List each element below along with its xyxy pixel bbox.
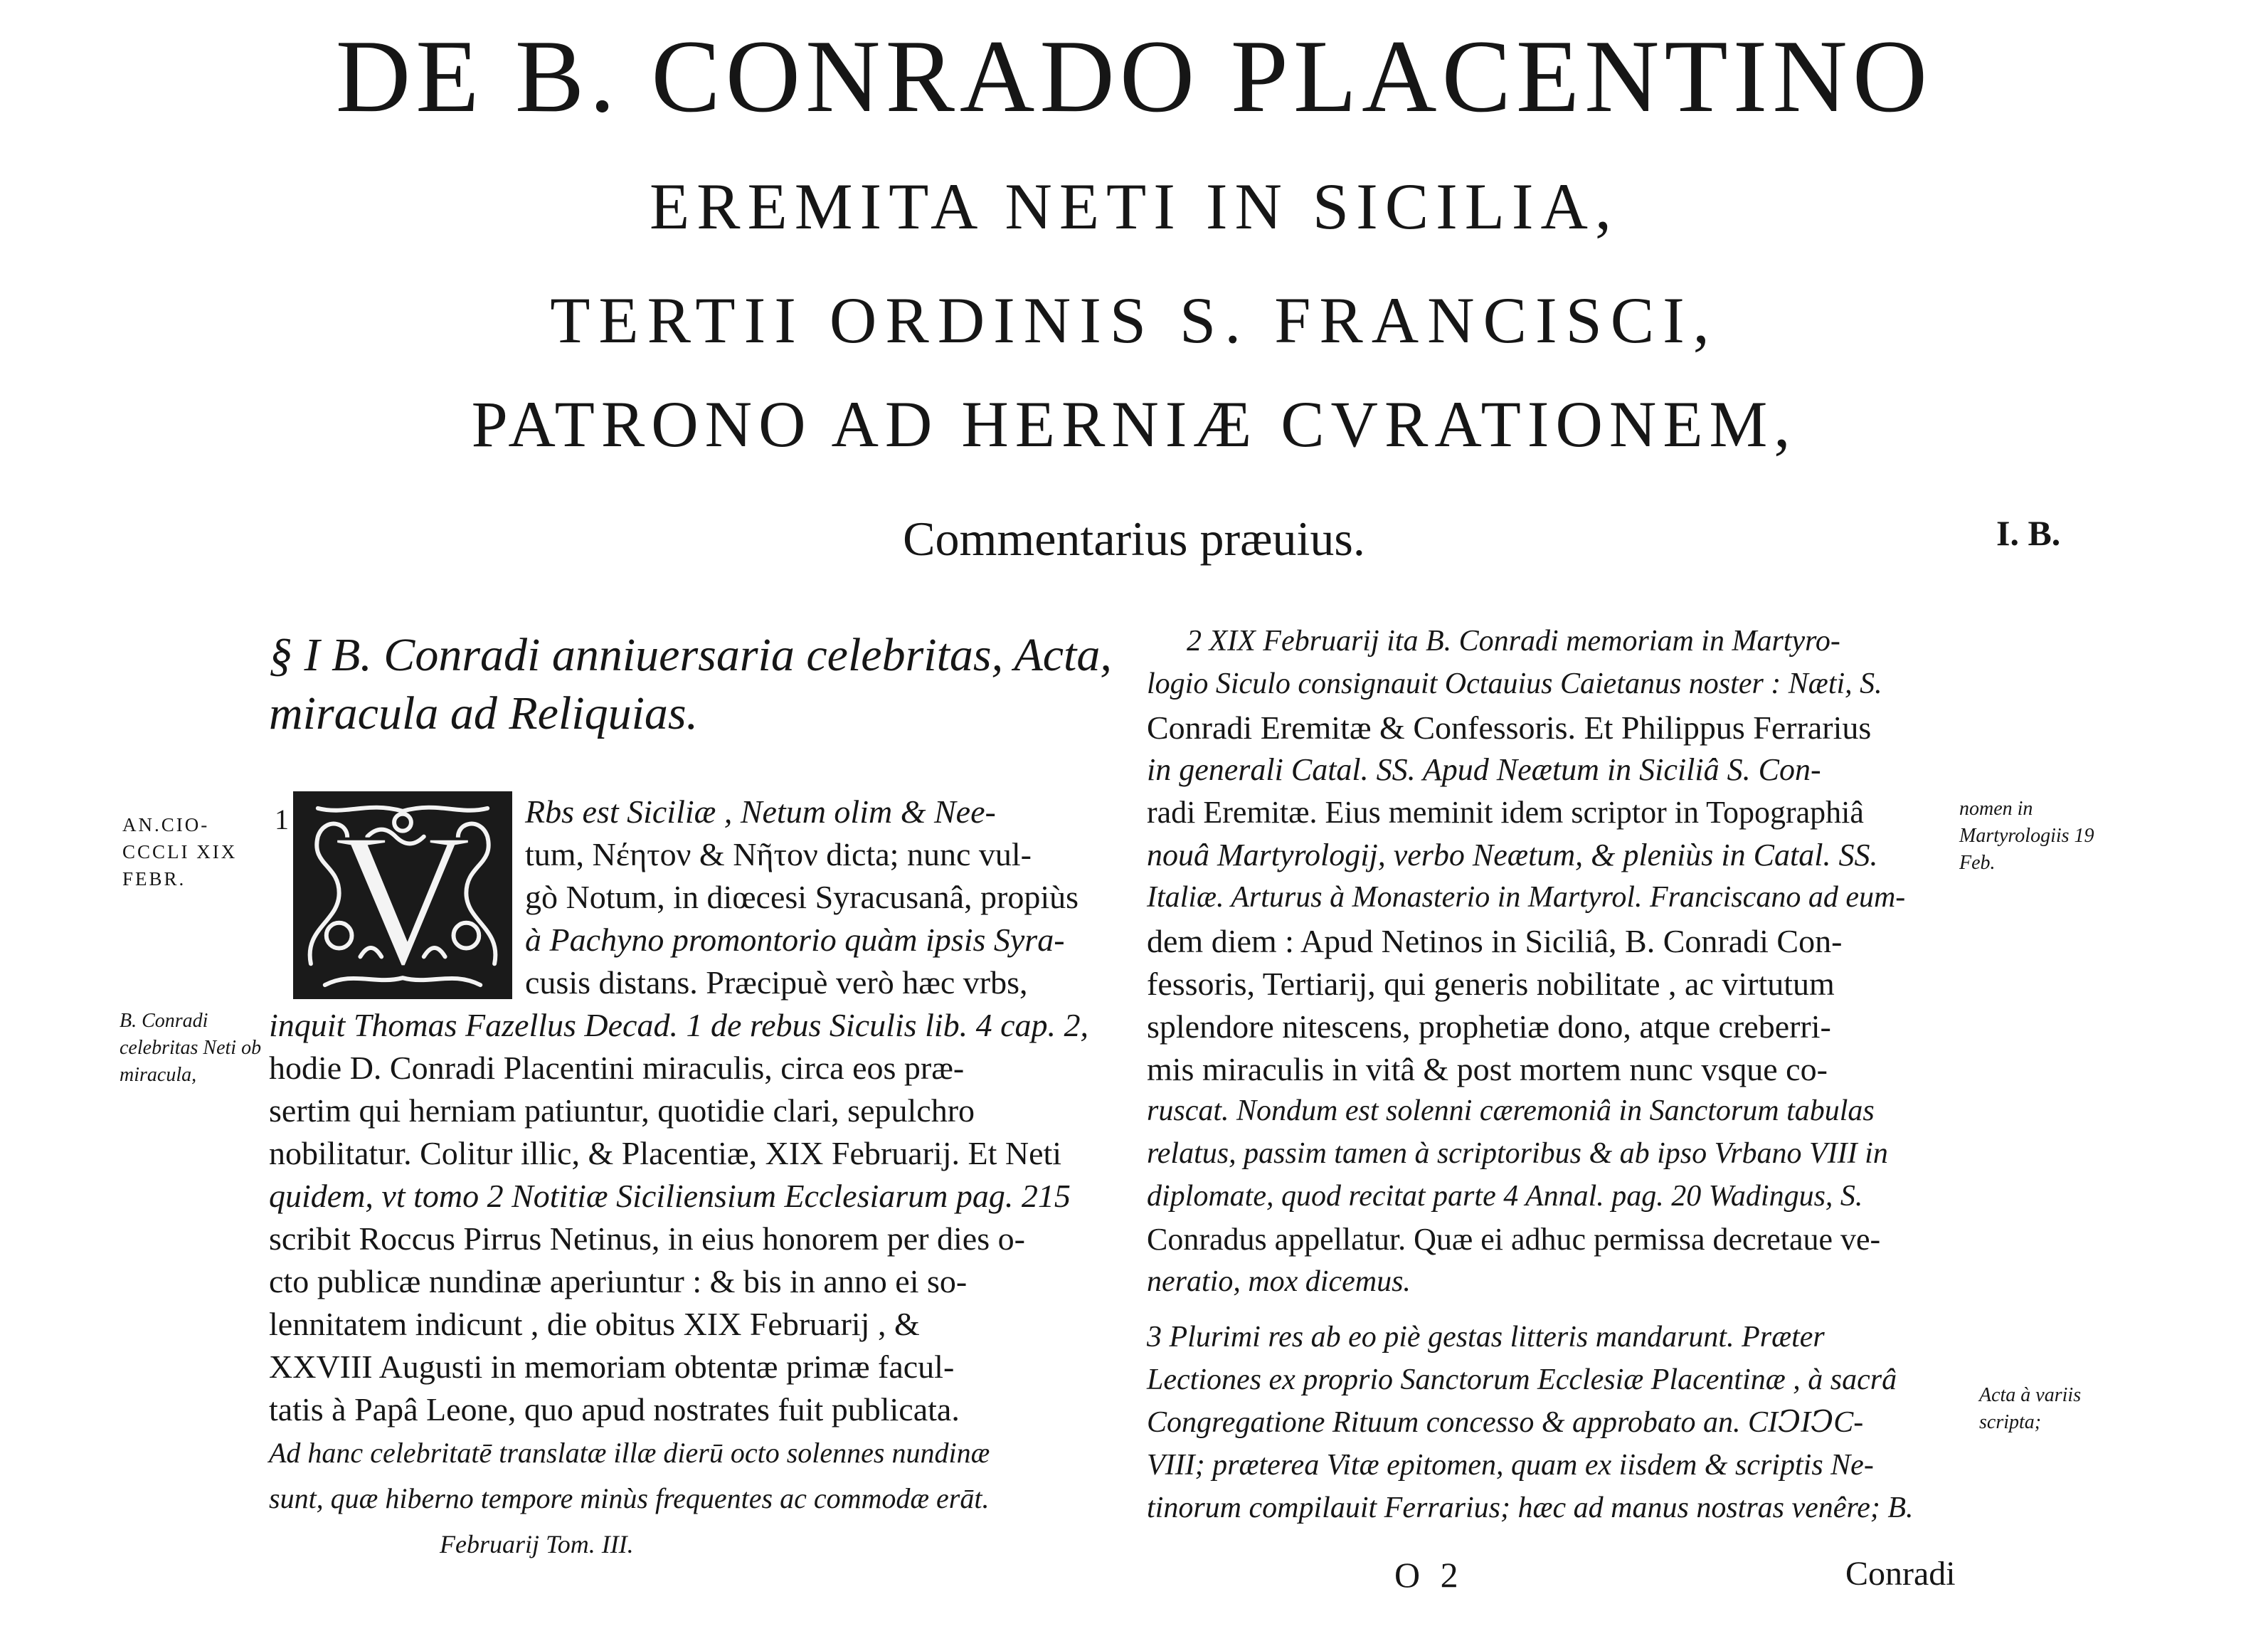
margin-note-year: AN.CIO-CCCLI XIX FEBR. (122, 814, 238, 890)
right-line-6: nouâ Martyrologij, verbo Neætum, & pleniùs in Catal. SS. (1147, 838, 1878, 872)
left-line-4: à Pachyno promontorio quàm ipsis Syra- (525, 922, 1065, 958)
left-line-13: lennitatem indicunt , die obitus XIX Februarij , & (269, 1306, 920, 1342)
right-line-13: relatus, passim tamen à scriptoribus & ab ipso Vrbano VIII in (1147, 1137, 1888, 1170)
right-line-16: neratio, mox dicemus. (1147, 1265, 1411, 1298)
section-mark: I. B. (1996, 513, 2061, 553)
right-line-18: Lectiones ex proprio Sanctorum Ecclesiæ Placentinæ , à sacrâ (1147, 1363, 1897, 1396)
right-line-11: mis miraculis in vitâ & post mortem nunc vsque co- (1147, 1051, 1828, 1087)
margin-note-celebritas: B. Conradi celebritas Neti ob miracula, (120, 1010, 262, 1086)
left-line-16: Ad hanc celebritatē translatæ illæ dierū octo solennes nundinæ (269, 1437, 990, 1469)
right-line-15: Conradus appellatur. Quæ ei adhuc permissa decretaue ve- (1147, 1222, 1881, 1257)
right-line-8: dem diem : Apud Netinos in Siciliâ, B. Conradi Con- (1147, 923, 1843, 959)
margin-note-acta: Acta à variis scripta; (1979, 1384, 2082, 1433)
subtitle-eremita: EREMITA NETI IN SICILIA, (649, 170, 1618, 243)
right-line-5: radi Eremitæ. Eius meminit idem scriptor in Topographiâ (1147, 795, 1864, 830)
right-line-9: fessoris, Tertiarij, qui generis nobilitate , ac virtutum (1147, 966, 1835, 1002)
left-line-15: tatis à Papâ Leone, quo apud nostrates fuit publicata. (269, 1391, 960, 1428)
left-line-14: XXVIII Augusti in memoriam obtentæ primæ facul- (269, 1349, 955, 1385)
left-line-7: hodie D. Conradi Placentini miraculis, circa eos præ- (269, 1050, 965, 1086)
left-line-5: cusis distans. Præcipuè verò hæc vrbs, (525, 964, 1028, 1001)
left-line-10: quidem, vt tomo 2 Notitiæ Siciliensium Ecclesiarum pag. 215 (269, 1178, 1071, 1214)
svg-text:V: V (334, 794, 472, 996)
right-line-2: logio Siculo consignauit Octauius Caietanus noster : Næti, S. (1147, 668, 1882, 700)
catchword: Conradi (1845, 1555, 1956, 1593)
page-signature: O 2 (1394, 1555, 1464, 1595)
right-line-21: tinorum compilauit Ferrarius; hæc ad manus nostras venêre; B. (1147, 1492, 1914, 1524)
right-line-4: in generali Catal. SS. Apud Neætum in Siciliâ S. Con- (1147, 752, 1821, 787)
paragraph-number: 1 (275, 803, 289, 835)
page-title: DE B. CONRADO PLACENTINO (335, 19, 1933, 134)
left-line-1: Rbs est Siciliæ , Netum olim & Nee- (525, 793, 996, 830)
right-line-14: diplomate, quod recitat parte 4 Annal. pag. 20 Wadingus, S. (1147, 1180, 1863, 1213)
left-line-3: gò Notum, in diœcesi Syracusanâ, propiùs (525, 879, 1079, 915)
left-line-9: nobilitatur. Colitur illic, & Placentiæ, XIX Februarij. Et Neti (269, 1135, 1062, 1171)
right-line-12: ruscat. Nondum est solenni cæremoniâ in Sanctorum tabulas (1147, 1094, 1875, 1127)
subtitle-ordinis: TERTII ORDINIS S. FRANCISCI, (550, 284, 1718, 357)
right-line-7: Italiæ. Arturus à Monasterio in Martyrol. Franciscano ad eum- (1147, 881, 1906, 914)
right-line-17: 3 Plurimi res ab eo piè gestas litteris mandarunt. Præter (1147, 1321, 1825, 1354)
right-line-10: splendore nitescens, prophetiæ dono, atque creberri- (1147, 1008, 1831, 1045)
right-line-1: 2 XIX Februarij ita B. Conradi memoriam in Martyro- (1187, 625, 1840, 658)
right-line-19: Congregatione Rituum concesso & approbato an. CIↃIↃC- (1147, 1406, 1864, 1439)
commentary-heading: Commentarius præuius. (903, 512, 1365, 566)
left-line-11: scribit Roccus Pirrus Netinus, in eius honorem per dies o- (269, 1220, 1025, 1257)
left-line-18: Februarij Tom. III. (440, 1530, 634, 1558)
left-line-12: cto publicæ nundinæ aperiuntur : & bis in anno ei so- (269, 1263, 968, 1299)
right-line-3: Conradi Eremitæ & Confessoris. Et Philippus Ferrarius (1147, 709, 1872, 746)
ornament-icon (296, 794, 509, 996)
subtitle-patrono: PATRONO AD HERNIÆ CVRATIONEM, (471, 388, 1797, 460)
left-line-8: sertim qui herniam patiuntur, quotidie clari, sepulchro (269, 1092, 975, 1129)
left-line-17: sunt, quæ hiberno tempore minùs frequentes ac commodæ erāt. (269, 1482, 990, 1514)
left-line-6: inquit Thomas Fazellus Decad. 1 de rebus Siculis lib. 4 cap. 2, (269, 1007, 1089, 1043)
left-line-2: tum, Νέητον & Νῆτον dicta; nunc vul- (525, 836, 1032, 872)
section-heading: § I B. Conradi anniuersaria celebritas, Acta, miracula ad Reliquias. (269, 629, 1112, 739)
decorated-initial (293, 791, 512, 999)
right-line-20: VIII; præterea Vitæ epitomen, quam ex iisdem & scriptis Ne- (1147, 1449, 1874, 1482)
margin-note-martyrologiis: nomen in Martyrologiis 19 Feb. (1959, 798, 2094, 874)
